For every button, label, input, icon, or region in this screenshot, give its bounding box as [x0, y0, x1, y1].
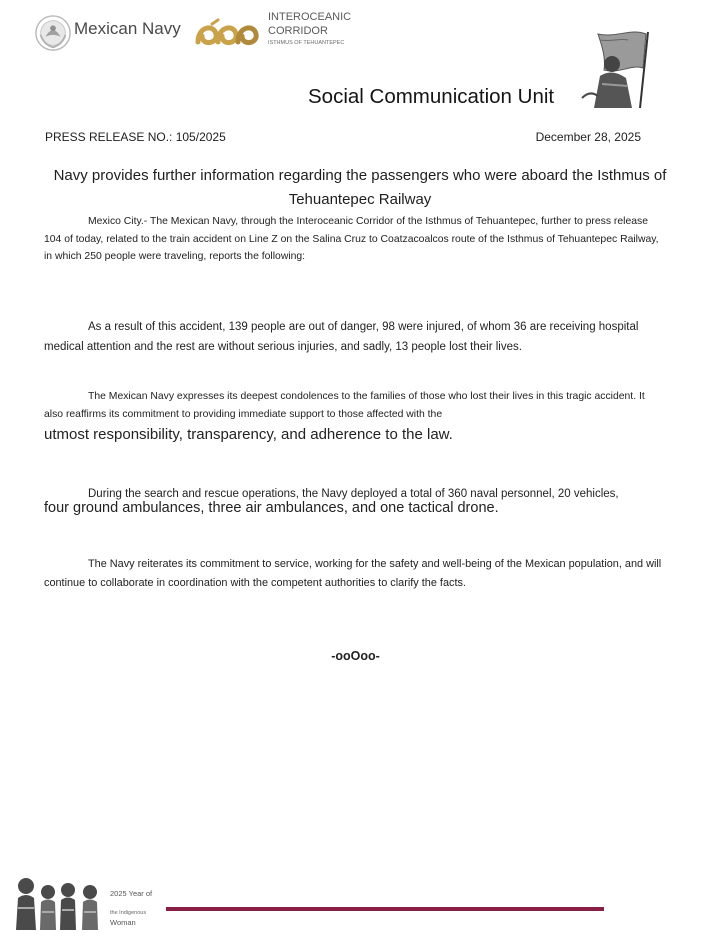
press-release-number: PRESS RELEASE NO.: 105/2025	[45, 130, 226, 144]
closing-mark: -ooOoo-	[331, 649, 380, 663]
footer-rule	[166, 907, 604, 911]
navy-name: Mexican Navy	[74, 19, 181, 38]
paragraph-commitment	[44, 555, 662, 593]
footer-year-line2: the Indigenous	[110, 910, 147, 916]
corridor-name-line1: INTEROCEANIC	[268, 11, 352, 23]
footer-year-line1: 2025 Year of	[110, 889, 153, 898]
corridor-logo-icon	[192, 16, 262, 50]
paragraph-intro-text: Mexico City.- The Mexican Navy, through the Interoceanic Corridor of the Isthmus of Tehuantepec, further to press release 104 of today, related to the train accident on Line Z on the Salina Cruz to Coatzacoalcos route of the Isthmus of Tehuantepec Railway, in which 250 people were traveling, reports the following:	[44, 216, 659, 262]
corridor-name-line2: CORRIDOR	[268, 25, 328, 37]
footer-year-line3: Woman	[110, 918, 136, 927]
indigenous-women-illustration	[12, 872, 108, 930]
headline: Navy provides further information regarding the passengers who were aboard the Isthmus of Tehuantepec Railway	[53, 167, 667, 208]
paragraph-condolences-text: The Mexican Navy expresses its deepest condolences to the families of those who lost their lives in this tragic accident. It also reaffirms its commitment to providing immediate support to those affected with the	[44, 391, 645, 420]
corridor-name-line3: ISTHMUS OF TEHUANTEPEC	[268, 40, 345, 46]
navy-seal-icon	[34, 14, 72, 52]
paragraph-casualties-text: As a result of this accident, 139 people are out of danger, 98 were injured, of whom 36 are receiving hospital medical attention and the rest are without serious injuries, and sadly, 13 people lost their lives.	[44, 321, 639, 353]
paragraph-condolences	[44, 388, 662, 423]
paragraph-condolences-tail: utmost responsibility, transparency, and adherence to the law.	[44, 426, 453, 443]
paragraph-casualties	[44, 317, 662, 357]
press-release-date: December 28, 2025	[535, 130, 641, 144]
paragraph-commitment-text: The Navy reiterates its commitment to service, working for the safety and well-being of the Mexican population, and will continue to collaborate in coordination with the competent authorities to clarify the facts.	[44, 558, 662, 589]
unit-title: Social Communication Unit	[308, 85, 555, 108]
flag-illustration	[576, 28, 656, 110]
paragraph-rescue-tail: four ground ambulances, three air ambulances, and one tactical drone.	[44, 500, 499, 516]
paragraph-rescue-text: During the search and rescue operations, the Navy deployed a total of 360 naval personnel, 20 vehicles,	[88, 488, 619, 500]
paragraph-intro	[44, 213, 662, 266]
